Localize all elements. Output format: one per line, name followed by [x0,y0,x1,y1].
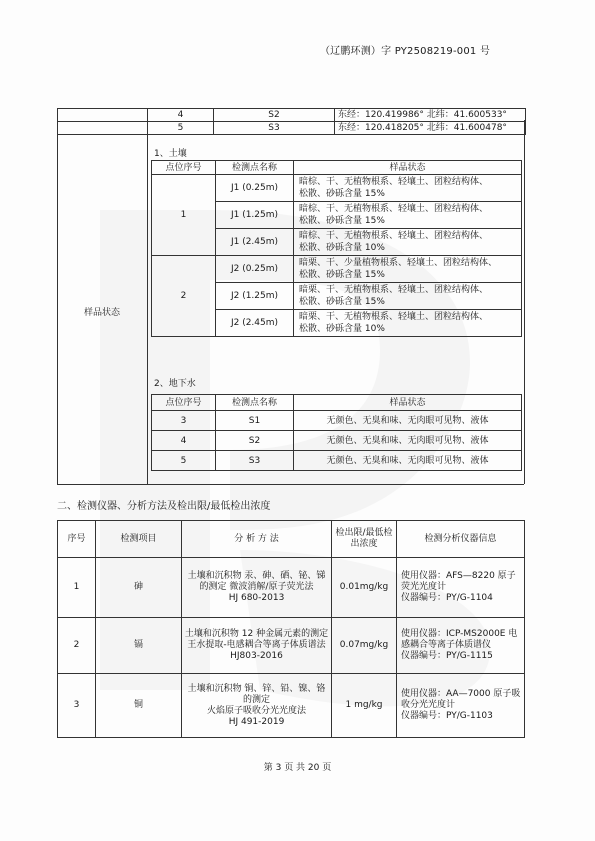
row-method: 土壤和沉积物 汞、砷、硒、铋、锑的测定 微波消解/原子荧光法 HJ 680-2013 [182,558,332,618]
row-limit: 1 mg/kg [332,674,397,738]
groundwater-section-title: 2、地下水 [154,379,196,389]
blank-cell [58,109,148,122]
header-item: 检测项目 [96,521,182,558]
row-instrument: 使用仪器：AFS—8220 原子荧光光度计 仪器编号：PY/G-1104 [397,558,525,618]
point-coord: 东经：120.419986° 北纬：41.600533° [335,109,526,122]
row-item: 砷 [96,558,182,618]
point-no: 2 [152,256,216,337]
sample-state: 暗棕、干、无植物根系、轻壤土、团粒结构体、 松散、砂砾含量 15% [294,202,522,229]
sample-state: 暗栗、干、无植物根系、轻壤土、团粒结构体、 松散、砂砾含量 15% [294,283,522,310]
table-row [58,558,525,618]
header-point-name: 检测点名称 [216,161,294,175]
sample-state-label: 样品状态 [83,308,120,318]
blank-cell [58,122,148,135]
row-no: 2 [58,618,96,674]
sample-state: 暗棕、干、无植物根系、轻壤土、团粒结构体、 松散、砂砾含量 15% [294,175,522,202]
row-item: 镉 [96,618,182,674]
point-name: S3 [216,451,294,471]
header-instrument: 检测分析仪器信息 [397,521,525,558]
sample-name: J1 (2.45m) [216,229,294,256]
row-method: 土壤和沉积物 12 种金属元素的测定 王水提取-电感耦合等离子体质谱法 HJ803-2016 [182,618,332,674]
coordinates-table [57,108,526,135]
sample-state: 无颜色、无臭和味、无肉眼可见物、液体 [294,451,522,471]
table-header-row [152,395,522,411]
sample-name: J2 (1.25m) [216,283,294,310]
report-number: （辽鹏环测）字 PY2508219-001 号 [319,46,491,57]
sample-state: 暗栗、干、无植物根系、轻壤土、团粒结构体、 松散、砂砾含量 10% [294,310,522,337]
row-instrument: 使用仪器：ICP-MS2000E 电感耦合等离子体质谱仪 仪器编号：PY/G-1115 [397,618,525,674]
sample-name: J1 (0.25m) [216,175,294,202]
point-name: S1 [216,411,294,431]
row-limit: 0.01mg/kg [332,558,397,618]
page-footer: 第 3 页 共 20 页 [263,763,332,773]
row-no: 3 [58,674,96,738]
sample-name: J2 (2.45m) [216,310,294,337]
sample-state-frame [57,120,148,485]
sample-state: 暗棕、干、无植物根系、轻壤土、团粒结构体、 松散、砂砾含量 10% [294,229,522,256]
table-row [58,122,526,135]
table-row [152,431,522,451]
frame-bottom-border [57,484,524,485]
method-table [57,520,525,738]
frame-divider [147,120,148,484]
soil-state-table [151,160,522,337]
header-point-name: 检测点名称 [216,395,294,411]
table-row [152,451,522,471]
row-instrument: 使用仪器：AA—7000 原子吸收分光光度计 仪器编号：PY/G-1103 [397,674,525,738]
point-name: S2 [216,431,294,451]
row-limit: 0.07mg/kg [332,618,397,674]
header-no: 序号 [58,521,96,558]
header-sample-state: 样品状态 [294,161,522,175]
header-limit: 检出限/最低检出浓度 [332,521,397,558]
row-method: 土壤和沉积物 铜、锌、铅、镍、铬的测定 火焰原子吸收分光光度法 HJ 491-2019 [182,674,332,738]
sample-state: 无颜色、无臭和味、无肉眼可见物、液体 [294,431,522,451]
point-no: 1 [152,175,216,256]
table-row [152,256,522,283]
sample-state: 暗栗、干、少量植物根系、轻壤土、团粒结构体、 松散、砂砾含量 15% [294,256,522,283]
table-header-row [152,161,522,175]
point-no: 5 [152,451,216,471]
sample-state: 无颜色、无臭和味、无肉眼可见物、液体 [294,411,522,431]
table-row [58,674,525,738]
section2-title: 二、检测仪器、分析方法及检出限/最低检出浓度 [57,501,271,512]
groundwater-state-table [151,394,522,471]
point-coord: 东经：120.418205° 北纬：41.600478° [335,122,526,135]
table-row [58,109,526,122]
header-point-no: 点位序号 [152,161,216,175]
point-name: S2 [214,109,335,122]
header-point-no: 点位序号 [152,395,216,411]
point-no: 4 [152,431,216,451]
table-header-row [58,521,525,558]
table-row [58,618,525,674]
table-row [152,411,522,431]
row-no: 1 [58,558,96,618]
point-no: 3 [152,411,216,431]
frame-right-border [524,120,525,484]
sample-name: J2 (0.25m) [216,256,294,283]
point-no: 5 [148,122,214,135]
soil-section-title: 1、土壤 [154,149,187,159]
point-name: S3 [214,122,335,135]
table-row [152,175,522,202]
row-item: 铜 [96,674,182,738]
sample-name: J1 (1.25m) [216,202,294,229]
point-no: 4 [148,109,214,122]
header-method: 分 析 方 法 [182,521,332,558]
header-sample-state: 样品状态 [294,395,522,411]
